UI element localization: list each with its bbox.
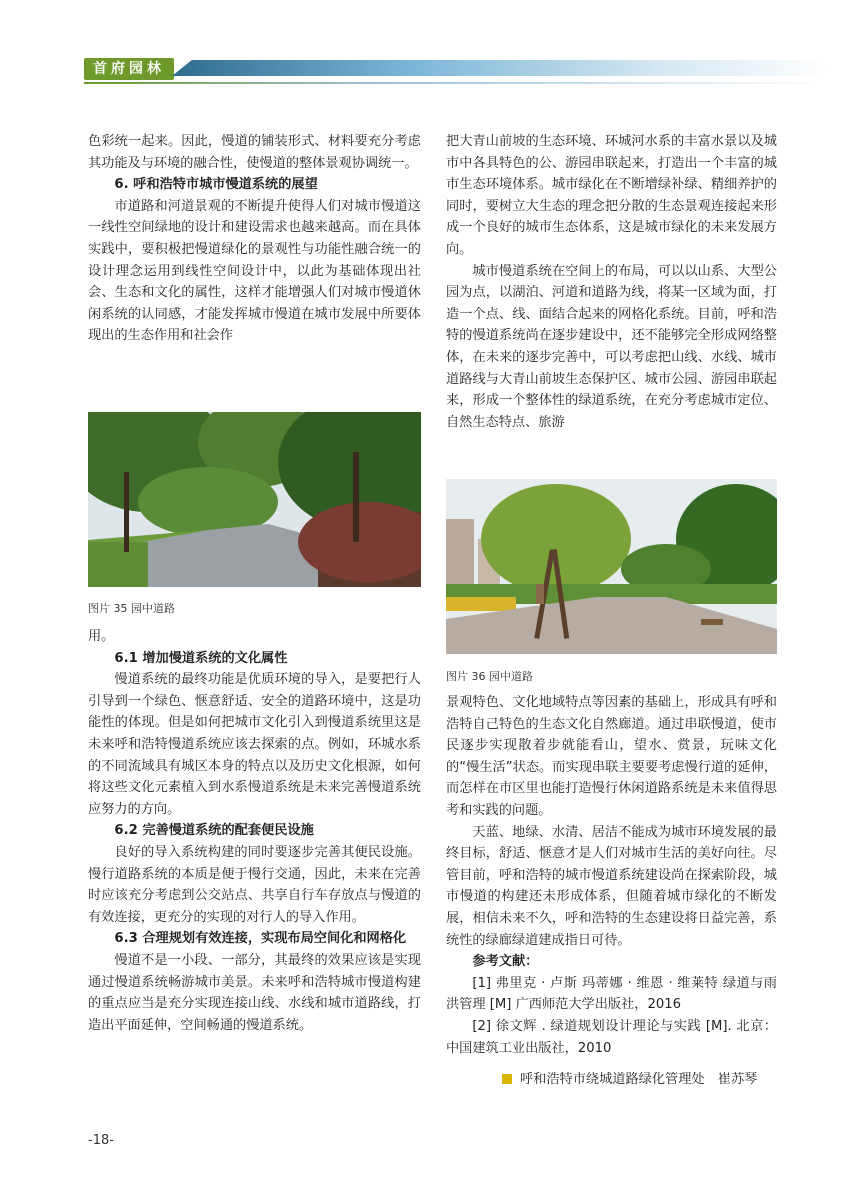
paragraph: 慢道不是一小段、一部分，其最终的效果应该是实现通过慢道系统畅游城市美景。未来呼和浩特城市慢道构建的重点应当是充分实现连接山线、水线和城市道路线，打造出平面延伸，空间畅通的慢道系统。 bbox=[88, 952, 421, 1033]
magazine-logo: 首府园林 bbox=[84, 58, 174, 80]
header-rule bbox=[84, 82, 832, 84]
paragraph: 景观特色、文化地域特点等因素的基础上，形成具有呼和浩特自己特色的生态文化自然廊道。通过串联慢道，使市民逐步实现散着步就能看山，望水、赏景，玩味文化的“慢生活”状态。而实现串联主要要考虑慢行道的延伸，而怎样在市区里也能打造慢行休闲道路系统是未来值得思考和实践的问题。 bbox=[446, 695, 777, 818]
header-gradient-bar bbox=[172, 60, 832, 76]
page-header bbox=[0, 52, 850, 90]
section-heading-6-1: 6.1 增加慢道系统的文化属性 bbox=[114, 650, 288, 666]
author-text: 呼和浩特市绕城道路绿化管理处 崔苏琴 bbox=[520, 1072, 758, 1087]
paragraph: 城市慢道系统在空间上的布局，可以以山系、大型公园为点，以湖泊、河道和道路为线，将某一区域为面，打造一个点、线、面结合起来的网格化系统。目前，呼和浩特的慢道系统尚在逐步建设中，还不能够完全形成网络整体，在未来的逐步完善中，可以考虑把山线、水线、城市道路线与大青山前坡生态保护区、城市公园、游园串联起来，形成一个整体性的绿道系统，在充分考虑城市定位、自然生态特点、旅游 bbox=[446, 263, 777, 430]
right-column-top bbox=[446, 131, 777, 433]
reference-item: [1] 弗里克 · 卢斯 玛蒂娜 · 维恩 · 维莱特 绿道与雨洪管理 [M] 广西师范大学出版社，2016 bbox=[446, 975, 777, 1013]
paragraph: 良好的导入系统构建的同时要逐步完善其便民设施。慢行道路系统的本质是便于慢行交通，因此，未来在完善时应该充分考虑到公交站点、共享自行车存放点与慢道的有效连接，更充分的实现的对行人的导入作用。 bbox=[88, 844, 421, 925]
paragraph: 用。 bbox=[88, 629, 115, 644]
page-number: -18- bbox=[88, 1133, 114, 1148]
figure-caption-36: 图片 36 园中道路 bbox=[446, 670, 533, 683]
author-marker-icon bbox=[502, 1074, 512, 1084]
paragraph: 市道路和河道景观的不断提升使得人们对城市慢道这一线性空间绿地的设计和建设需求也越来越高。而在具体实践中，要积极把慢道绿化的景观性与功能性融合统一的设计理念运用到线性空间设计中，以此为基础体现出社会、生态和文化的属性，这样才能增强人们对城市慢道休闲系统的认同感，才能发挥城市慢道在城市发展中所要体现出的生态作用和社会作 bbox=[88, 198, 421, 344]
reference-item: [2] 徐文辉 . 绿道规划设计理论与实践 [M]. 北京：中国建筑工业出版社，2010 bbox=[446, 1018, 777, 1056]
section-heading-6-3: 6.3 合理规划有效连接，实现布局空间化和网格化 bbox=[114, 931, 407, 947]
references-title: 参考文献： bbox=[472, 954, 539, 970]
author-line bbox=[502, 1070, 757, 1090]
left-column-top bbox=[88, 131, 421, 347]
section-heading-6-2: 6.2 完善慢道系统的配套便民设施 bbox=[114, 823, 314, 839]
paragraph: 慢道系统的最终功能是优质环境的导入，是要把行人引导到一个绿色、惬意舒适、安全的道路环境中，这是功能性的体现。但是如何把城市文化引入到慢道系统里这是未来呼和浩特慢道系统应该去探索的点。例如，环城水系的不同流域具有城区本身的特点以及历史文化根源，如何将这些文化元素植入到水系慢道系统是未来完善慢道系统应努力的方向。 bbox=[88, 672, 421, 817]
right-column-bottom bbox=[446, 692, 777, 1059]
section-heading-6: 6. 呼和浩特市城市慢道系统的展望 bbox=[114, 177, 318, 193]
photo-park-road-36 bbox=[446, 479, 777, 654]
photo-park-road-35 bbox=[88, 412, 421, 587]
figure-caption-35: 图片 35 园中道路 bbox=[88, 602, 175, 615]
paragraph: 色彩统一起来。因此，慢道的铺装形式、材料要充分考虑其功能及与环境的融合性，使慢道的整体景观协调统一。 bbox=[88, 134, 421, 171]
left-column-bottom bbox=[88, 626, 421, 1036]
paragraph: 把大青山前坡的生态环境、环城河水系的丰富水景以及城市中各具特色的公、游园串联起来，打造出一个丰富的城市生态环境体系。城市绿化在不断增绿补绿、精细养护的同时，要树立大生态的理念把分散的生态景观连接起来形成一个良好的城市生态体系，这是城市绿化的未来发展方向。 bbox=[446, 134, 777, 257]
paragraph: 天蓝、地绿、水清、居洁不能成为城市环境发展的最终目标，舒适、惬意才是人们对城市生活的美好向往。尽管目前，呼和浩特的城市慢道系统建设尚在探索阶段，城市慢道的构建还未形成体系，但随着城市绿化的不断发展，相信未来不久，呼和浩特的生态建设将日益完善，系统性的绿廊绿道建成指日可待。 bbox=[446, 824, 777, 948]
